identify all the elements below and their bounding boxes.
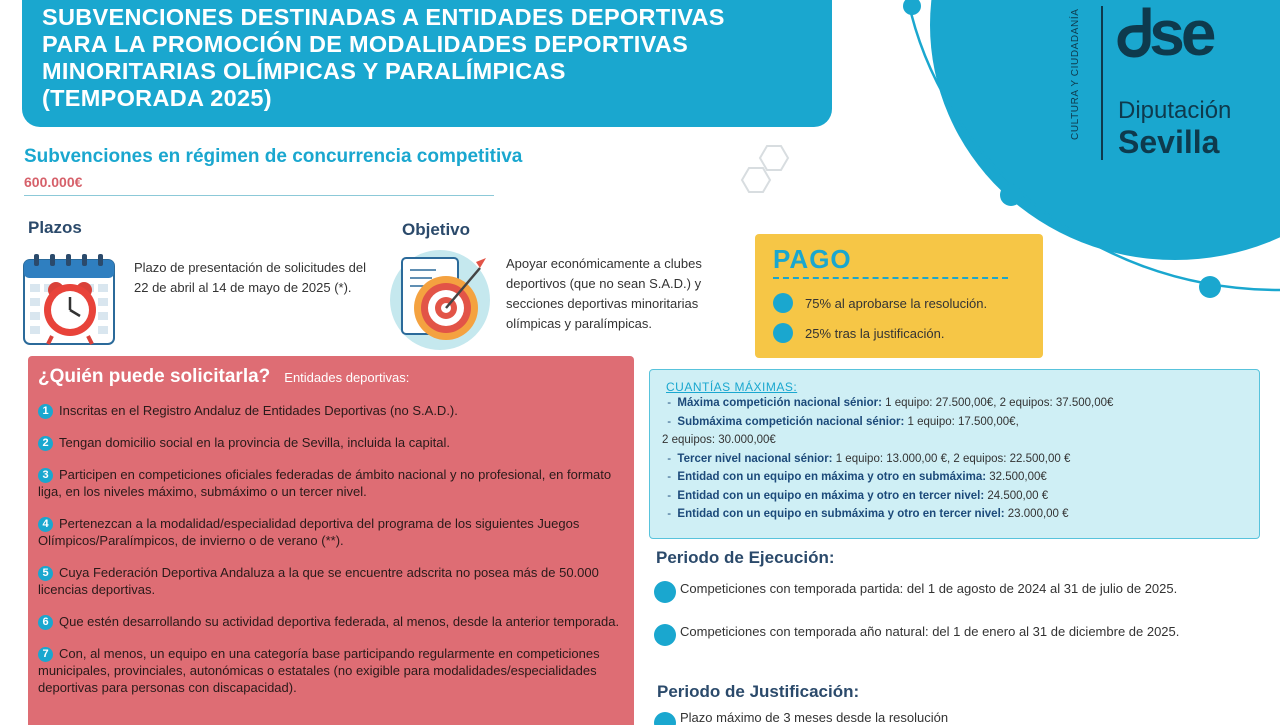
cuantias-panel [649, 369, 1260, 539]
list-item [38, 402, 622, 419]
list-item-text: Participen en competiciones oficiales federadas de ámbito nacional y no profesional, en formato liga, en los niveles máximo, submáximo o un tercer nivel. [38, 467, 612, 499]
bullet-icon [773, 293, 793, 313]
cuantias-value: 1 equipo: 17.500,00€, [904, 415, 1019, 428]
pago-item-text: 75% al aprobarse la resolución. [805, 295, 988, 311]
cuantias-label: Entidad con un equipo en máxima y otro en submáxima: [677, 471, 987, 483]
list-item-text: Inscritas en el Registro Andaluz de Entidades Deportivas (no S.A.D.). [59, 403, 458, 418]
bullet-icon [654, 712, 676, 725]
divider [773, 277, 1008, 279]
cuantias-label: Tercer nivel nacional sénior: [677, 452, 833, 465]
number-badge: 5 [38, 566, 53, 581]
ejecucion-item-text: Competiciones con temporada partida: del 1 de agosto de 2024 al 31 de julio de 2025. [680, 581, 1178, 596]
arc-dot [1000, 184, 1022, 206]
pago-heading: PAGO [773, 244, 852, 274]
cuantias-label: Máxima competición nacional sénior: [677, 397, 882, 409]
list-item [38, 434, 622, 451]
objetivo-heading: Objetivo [402, 220, 471, 239]
number-badge: 2 [38, 436, 53, 451]
eligibility-list [38, 402, 622, 696]
bullet-icon [654, 581, 676, 603]
number-badge: 4 [38, 517, 53, 532]
eligibility-subheading: Entidades deportivas: [284, 370, 410, 385]
eligibility-header [38, 366, 622, 388]
bullet-icon [654, 624, 676, 646]
cuantias-label: Entidad con un equipo en máxima y otro en tercer nivel: [677, 489, 985, 502]
cuantias-label: Entidad con un equipo en submáxima y otro en tercer nivel: [677, 508, 1005, 520]
subtitle: Subvenciones en régimen de concurrencia competitiva [24, 146, 523, 167]
eligibility-heading: ¿Quién puede solicitarla? [38, 366, 271, 387]
list-item [38, 645, 622, 696]
justificacion-item [654, 710, 948, 725]
budget-amount: 600.000€ [24, 174, 83, 190]
title-banner [22, 0, 832, 127]
title-line: PARA LA PROMOCIÓN DE MODALIDADES DEPORTIVAS [42, 31, 689, 57]
logo-divider [1101, 6, 1103, 160]
pago-item-text: 25% tras la justificación. [805, 325, 945, 341]
arc-dot [1199, 276, 1221, 298]
justificacion-item-text: Plazo máximo de 3 meses desde la resolución [680, 710, 949, 725]
cuantias-item: - Entidad con un equipo en máxima y otro en tercer nivel: 24.500,00 € [664, 489, 1049, 502]
number-badge: 3 [38, 468, 53, 483]
ejecucion-item [654, 622, 1214, 642]
hexagon-decoration-icon [735, 140, 805, 210]
cuantias-value: 32.500,00€ [986, 471, 1047, 483]
cuantias-value: 1 equipo: 13.000,00 €, 2 equipos: 22.500,00 € [832, 452, 1071, 465]
plazos-text: Plazo de presentación de solicitudes del 22 de abril al 14 de mayo de 2025 (*). [134, 260, 366, 295]
list-item [38, 515, 622, 549]
ejecucion-item-text: Competiciones con temporada año natural: del 1 de enero al 31 de diciembre de 2025. [680, 624, 1180, 639]
title-line: SUBVENCIONES DESTINADAS A ENTIDADES DEPORTIVAS [42, 4, 725, 30]
cuantias-item: - Entidad con un equipo en máxima y otro en submáxima: 32.500,00€ [664, 471, 1047, 483]
plazos-heading: Plazos [28, 218, 82, 237]
pago-panel [755, 234, 1043, 358]
bullet-icon [773, 323, 793, 343]
cuantias-item: - Máxima competición nacional sénior: 1 equipo: 27.500,00€, 2 equipos: 37.500,00€ [664, 397, 1114, 409]
logo-text-diputacion: Diputación [1118, 97, 1232, 124]
cuantias-value: 1 equipo: 27.500,00€, 2 equipos: 37.500,00€ [881, 397, 1114, 409]
list-item-text: Tengan domicilio social en la provincia de Sevilla, incluida la capital. [59, 435, 450, 450]
title-line: MINORITARIAS OLÍMPICAS Y PARALÍMPICAS [42, 58, 566, 84]
eligibility-panel [28, 356, 634, 725]
target-icon [388, 248, 492, 352]
cuantias-item: - Tercer nivel nacional sénior: 1 equipo: 13.000,00 €, 2 equipos: 22.500,00 € [664, 452, 1071, 465]
logo-department-text: CULTURA Y CIUDADANÍA [1070, 8, 1081, 140]
justificacion-heading: Periodo de Justificación: [657, 682, 860, 701]
arc-dot [903, 0, 921, 15]
cuantias-item: - Entidad con un equipo en submáxima y otro en tercer nivel: 23.000,00 € [664, 508, 1069, 520]
ejecucion-item [654, 579, 1214, 599]
logo-text-sevilla: Sevilla [1118, 124, 1220, 160]
cuantias-value: 2 equipos: 30.000,00€ [662, 434, 776, 446]
list-item-text: Con, al menos, un equipo en una categoría base participando regularmente en competiciones municipales, provinciales, autonómicas o estatales (no exigible para modalidades/especialidades deportivas para personas con discapacidad). [38, 646, 600, 695]
number-badge: 7 [38, 647, 53, 662]
pago-item [773, 293, 1025, 313]
divider [24, 195, 494, 196]
pago-item [773, 323, 1025, 343]
cuantias-heading: CUANTÍAS MÁXIMAS: [666, 380, 798, 394]
number-badge: 6 [38, 615, 53, 630]
list-item-text: Pertenezcan a la modalidad/especialidad deportiva del programa de los siguientes Juegos Olímpicos/Paralímpicos, de invierno o de verano (**). [38, 516, 580, 548]
list-item-text: Cuya Federación Deportiva Andaluza a la que se encuentre adscrita no posea más de 50.000 licencias deportivas. [38, 565, 599, 597]
number-badge: 1 [38, 404, 53, 419]
objetivo-text: Apoyar económicamente a clubes deportivos (que no sean S.A.D.) y secciones deportivas minoritarias olímpicas y paralímpicas. [506, 256, 702, 331]
title-line: (TEMPORADA 2025) [42, 85, 272, 111]
logo-mark: Ꮷse [1118, 0, 1213, 69]
cuantias-value: 23.000,00 € [1004, 508, 1069, 520]
list-item-text: Que estén desarrollando su actividad deportiva federada, al menos, desde la anterior temporada. [59, 614, 620, 629]
cuantias-value: 24.500,00 € [984, 489, 1049, 502]
ejecucion-heading: Periodo de Ejecución: [656, 548, 835, 567]
cuantias-item [662, 431, 1245, 450]
cuantias-item: - Submáxima competición nacional sénior: 1 equipo: 17.500,00€, [664, 415, 1019, 428]
list-item [38, 564, 622, 598]
calendar-alarm-icon [20, 250, 120, 348]
cuantias-label: Submáxima competición nacional sénior: [677, 415, 905, 428]
list-item [38, 466, 622, 500]
list-item [38, 613, 622, 630]
